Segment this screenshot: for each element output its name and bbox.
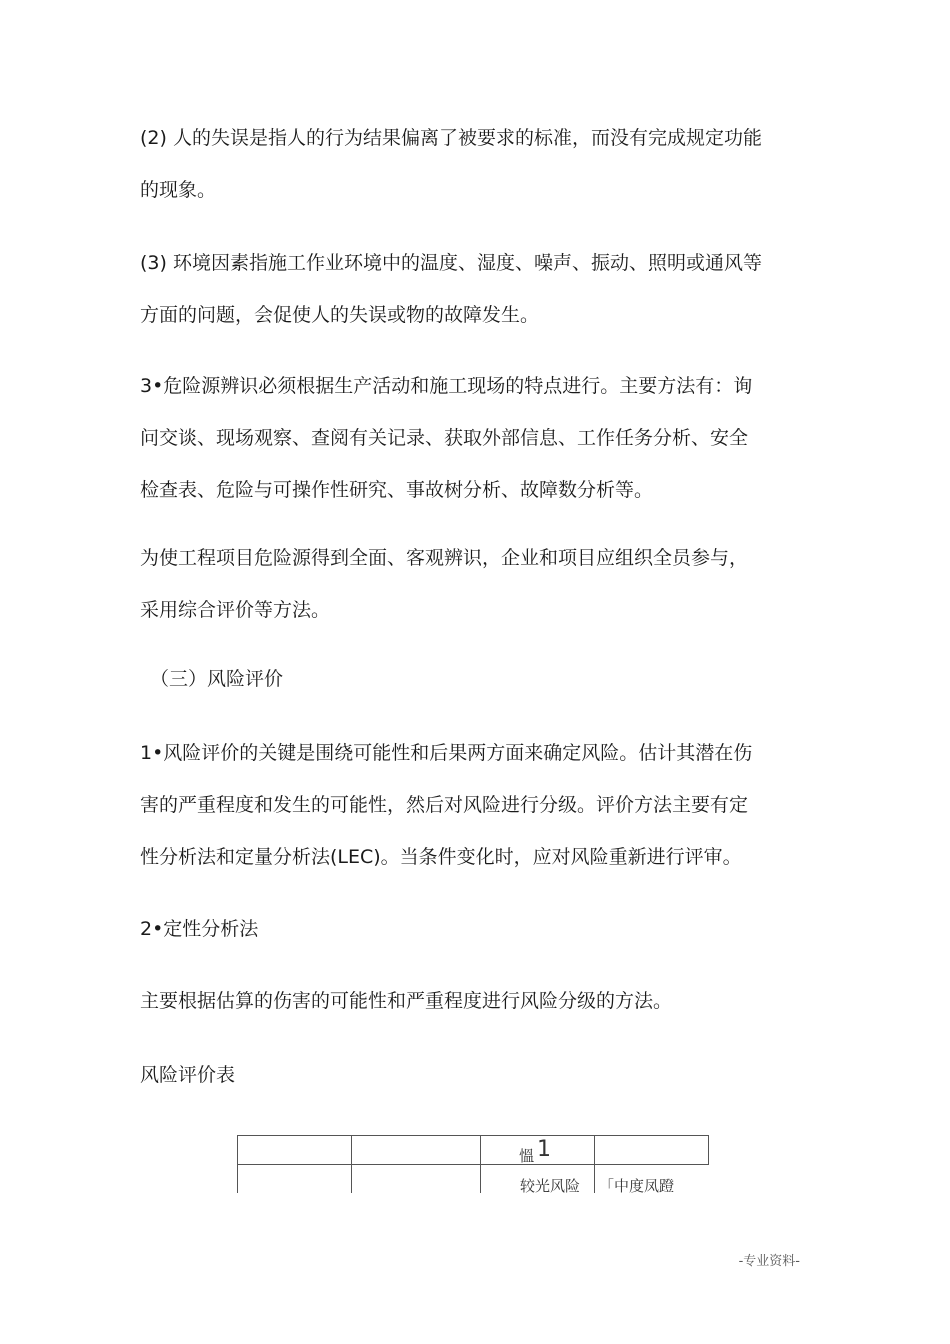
table-cell-r1c3-big: 1 xyxy=(537,1137,551,1162)
text-line: 主要根据估算的伤害的可能性和严重程度进行风险分级的方法。 xyxy=(140,990,673,1012)
paragraph-qualitative-method-desc xyxy=(140,975,820,1027)
section-heading-risk-evaluation: （三）风险评价 xyxy=(150,668,284,690)
table-caption xyxy=(140,1049,820,1101)
table-cell-r2c4: 「中度凤蹬 xyxy=(599,1177,675,1195)
text-line: 方面的问题，会促使人的失误或物的故障发生。 xyxy=(140,304,540,326)
text-line: 害的严重程度和发生的可能性，然后对风险进行分级。评价方法主要有定 xyxy=(140,794,749,816)
text-line: 2•定性分析法 xyxy=(140,918,259,940)
paragraph-hazard-identification xyxy=(140,360,820,516)
table-cell-r2c3: 较光风险 xyxy=(520,1177,581,1195)
text-line: 性分析法和定量分析法(LEC)。当条件变化时，应对风险重新进行评审。 xyxy=(140,846,742,868)
paragraph-risk-evaluation-key xyxy=(140,727,820,883)
text-line: 1•风险评价的关键是围绕可能性和后果两方面来确定风险。估计其潜在伤 xyxy=(140,742,753,764)
text-line: (2) 人的失误是指人的行为结果偏离了被要求的标准，而没有完成规定功能 xyxy=(140,127,762,149)
text-line: 的现象。 xyxy=(140,179,217,201)
text-line: 为使工程项目危险源得到全面、客观辨识，企业和项目应组织全员参与， xyxy=(140,547,749,569)
text-line: 问交谈、现场观察、查阅有关记录、获取外部信息、工作任务分析、安全 xyxy=(140,427,749,449)
table-cell-r1c3-small: 慍 xyxy=(519,1147,535,1165)
paragraph-environment-factors xyxy=(140,237,820,341)
text-line: 采用综合评价等方法。 xyxy=(140,599,331,621)
text-line: (3) 环境因素指施工作业环境中的温度、湿度、噪声、振动、照明或通风等 xyxy=(140,252,762,274)
text-line: 检查表、危险与可操作性研究、事故树分析、故障数分析等。 xyxy=(140,479,654,501)
paragraph-qualitative-method-heading xyxy=(140,903,820,955)
paragraph-human-error xyxy=(140,112,820,216)
paragraph-full-participation xyxy=(140,532,820,636)
risk-evaluation-table xyxy=(237,1135,709,1193)
text-line: 3•危险源辨识必须根据生产活动和施工现场的特点进行。主要方法有：询 xyxy=(140,375,753,397)
page-footer: -专业资料- xyxy=(738,1254,800,1269)
text-line: 风险评价表 xyxy=(140,1064,236,1086)
